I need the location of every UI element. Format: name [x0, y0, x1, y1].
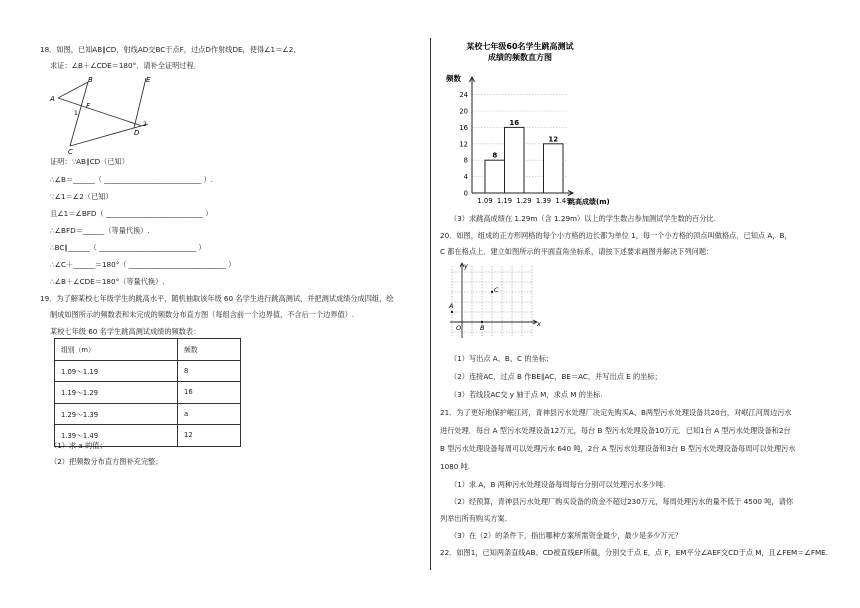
q18-label-F: F — [86, 102, 91, 110]
grid-label-C: C — [494, 286, 499, 294]
table-row — [55, 403, 241, 425]
x-tick-label: 1.09 — [477, 197, 493, 205]
q18-angle-2: 2 — [143, 121, 147, 128]
table-header-group: 组别（m） — [55, 339, 178, 361]
q21-sub3: （3）在（2）的条件下，指出哪种方案所需资金最少，最少是多少万元？ — [450, 531, 682, 540]
q21-line-2: 进行处理．每台 A 型污水处理设备12万元，每台 B 型污水处理设备10万元．已知1台 A 型污水处理设备和2台 — [440, 426, 791, 435]
q20-sub3: （3）若线段AC交 y 轴于点 M，求点 M 的坐标. — [450, 390, 603, 399]
table-header-row — [55, 339, 241, 361]
histogram-bar — [544, 144, 564, 193]
q18-proof-5: ∴BC∥______（ ___________________________ ） — [50, 243, 206, 252]
bar-data-label: 8 — [492, 151, 498, 160]
y-tick-label: 4 — [463, 173, 468, 182]
q18-label-A: A — [50, 95, 55, 103]
y-tick-label: 0 — [463, 189, 468, 198]
column-divider — [430, 38, 431, 570]
chart-y-label: 频数 — [446, 74, 461, 83]
q19-stem-2: 制成如图所示的频数表和未完成的频数分布直方图（每组含前一个边界值，不含后一个边界值）. — [50, 310, 355, 319]
x-tick-label: 1.49 — [555, 197, 571, 205]
x-tick-label: 1.19 — [496, 197, 513, 205]
histogram-bar — [485, 160, 505, 193]
table-cell: 1.39～1.49 — [55, 425, 178, 447]
y-tick-label: 20 — [459, 107, 468, 116]
q21-sub2b: 列举出所有购买方案. — [440, 514, 507, 523]
frequency-table — [54, 338, 241, 447]
histogram-chart — [440, 38, 610, 212]
table-cell: 16 — [178, 382, 241, 404]
table-cell: 1.19～1.29 — [55, 382, 178, 404]
q18-stem: 18．如图，已知AB∥CD，射线AD交BC于点F，过点D作射线DE，使得∠1＝∠2． — [40, 45, 301, 54]
q19-sub3: （3）求跳高成绩在 1.29m（含 1.29m）以上的学生数占参加测试学生数的百分比. — [450, 214, 716, 223]
histogram-bar — [505, 127, 525, 193]
q21-sub2a: （2）经预算，青神县污水处理厂购买设备的资金不超过230万元，每周处理污水的量不低于 4500 吨，请你 — [450, 497, 794, 506]
y-tick-label: 12 — [459, 140, 468, 149]
coordinate-grid-figure — [448, 262, 544, 342]
bar-data-label: 12 — [548, 135, 559, 144]
bar-data-label: 16 — [509, 118, 520, 127]
grid-label-A: A — [449, 302, 454, 310]
q18-label-D: D — [134, 129, 140, 137]
table-cell: 1.29～1.39 — [55, 403, 178, 425]
grid-label-x: x — [537, 320, 541, 328]
q20-sub2: （2）连接AC，过点 B 作BE∥AC，BE＝AC，并写出点 E 的坐标； — [450, 372, 662, 381]
q21-line-1: 21．为了更好地保护岷江河，青神县污水处理厂决定先购买A、B两型污水处理设备共20台，对岷江河周边污水 — [440, 408, 792, 417]
x-tick-label: 1.29 — [516, 197, 532, 205]
q18-proof-6: ∴∠C＋______＝180°（ ___________________________ ） — [50, 260, 236, 269]
q19-table-title: 某校七年级 60 名学生跳高测试成绩的频数表： — [50, 327, 201, 336]
chart-title-2: 成绩的频数直方图 — [488, 53, 552, 62]
table-row — [55, 382, 241, 404]
table-cell: 12 — [178, 425, 241, 447]
q18-angle-1: 1 — [74, 110, 78, 117]
table-header-count: 频数 — [178, 339, 241, 361]
q18-figure — [48, 74, 164, 154]
grid-label-y: y — [464, 262, 468, 270]
table-cell: 8 — [178, 360, 241, 382]
y-tick-label: 16 — [459, 123, 468, 132]
q18-label-B: B — [88, 76, 93, 84]
q19-stem-1: 19．为了解某校七年级学生的跳高水平，随机抽取该年级 60 名学生进行跳高测试，并把测试成绩分成四组，绘 — [40, 294, 394, 303]
x-tick-label: 1.39 — [535, 197, 552, 205]
q21-sub1: （1）求 A，B 两种污水处理设备每周每台分别可以处理污水多少吨. — [450, 480, 666, 489]
q22-line-1: 22．如图1，已知两条直线AB、CD被直线EF所截，分别交于点 E，点 F，EM平分∠AEF交CD于点 M，且∠FEM＝∠FME. — [440, 548, 828, 557]
q18-proof-2: ∵∠1＝∠2（已知） — [50, 192, 113, 201]
grid-label-B: B — [480, 324, 485, 332]
q21-line-3: B 型污水处理设备每周可以处理污水 640 吨，2台 A 型污水处理设备和3台 B 型污水处理设备每周可以处理污水 — [440, 444, 796, 453]
chart-x-label: 跳高成绩(m) — [568, 198, 610, 206]
q20-stem-2: C 都在格点上．建立如图所示的平面直角坐标系，请按下述要求画图并解决下列问题： — [440, 247, 714, 256]
q19-sub1: （1）求 a 的值； — [50, 441, 107, 450]
q18-proof-7: ∴∠B＋∠CDE＝180°（等量代换）. — [50, 277, 165, 286]
q18-proof-1: ∴∠B＝______（ ___________________________ ）. — [50, 175, 213, 184]
y-tick-label: 8 — [463, 156, 468, 165]
q21-line-4: 1080 吨. — [440, 462, 471, 471]
q20-sub1: （1）写出点 A、B、C 的坐标； — [450, 354, 554, 363]
table-cell: 1.09～1.19 — [55, 360, 178, 382]
q18-label-C: C — [68, 148, 73, 154]
chart-title-1: 某校七年级60名学生跳高测试 — [466, 42, 574, 51]
q18-ask: 求证：∠B＋∠CDE＝180°．请补全证明过程． — [50, 61, 201, 70]
q18-proof-0: 证明：∵AB∥CD（已知） — [50, 157, 129, 166]
table-cell: a — [178, 403, 241, 425]
q18-proof-3: 且∠1＝∠BFD（ ___________________________ ） — [50, 209, 213, 218]
q20-stem-1: 20．如图，组成的正方形网格的每个小方格的边长都为单位 1，每一个小方格的顶点叫做格点．已知点 A，B， — [440, 231, 792, 240]
y-tick-label: 24 — [459, 91, 468, 100]
q18-label-E: E — [146, 76, 151, 84]
table-row — [55, 360, 241, 382]
grid-label-O: O — [456, 324, 462, 332]
q19-sub2: （2）把频数分布直方图补充完整； — [50, 457, 163, 466]
q18-proof-4: ∴∠BFD＝______（等量代换）. — [50, 226, 150, 235]
